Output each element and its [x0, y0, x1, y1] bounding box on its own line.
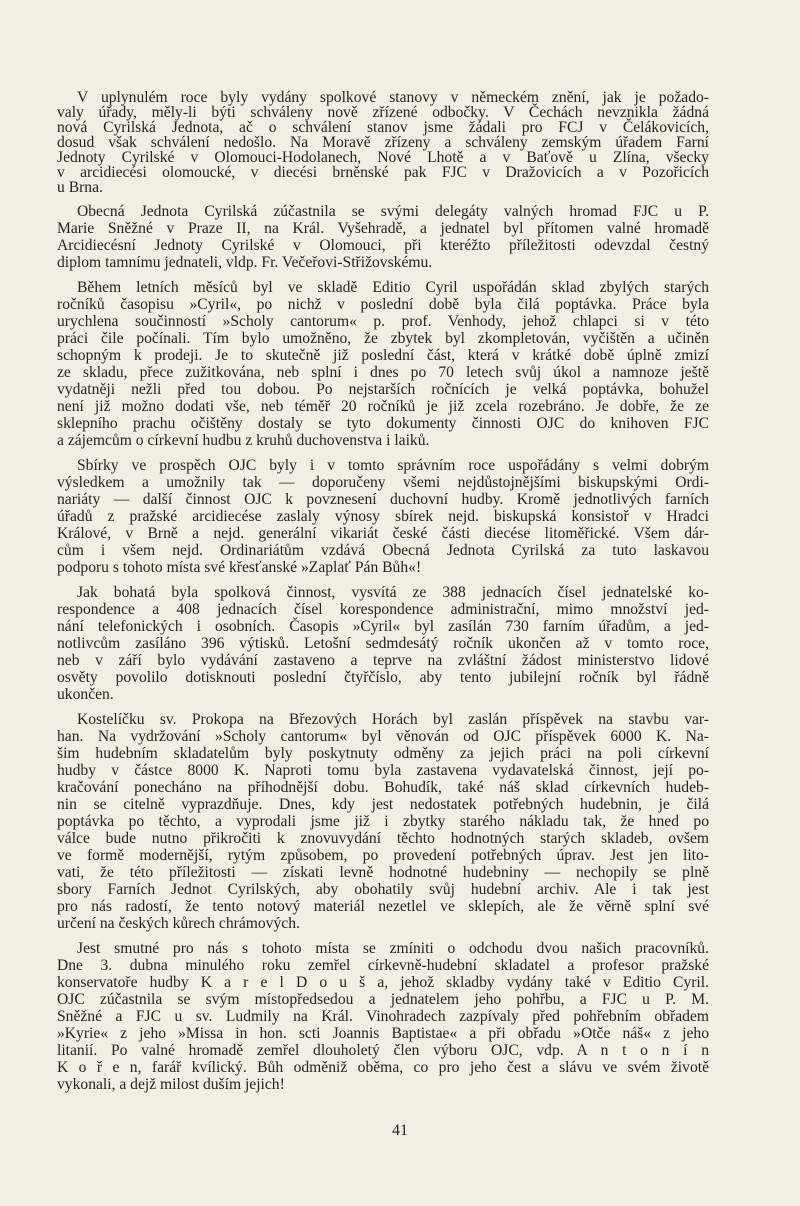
text-line: úřadů z pražské arcidiecése zaslaly výnosy sbírek nejd. biskupská konsistoř v Hradci [57, 508, 709, 525]
text-line: diplom tamnímu jednateli, vldp. Fr. Večeřovi-Střižovskému. [57, 254, 433, 271]
text-line: Jak bohatá byla spolková činnost, vysvítá ze 388 jednacích čísel jednatelské ko- [77, 584, 709, 601]
text-line: ve formě modernější, rytým způsobem, po provedení potřebných úprav. Jest jen lito- [57, 847, 709, 864]
text-line: Obecná Jednota Cyrilská zúčastnila se svými delegáty valných hromad FJC u P. [77, 203, 709, 220]
page-body [57, 90, 709, 1101]
text-line: Dne 3. dubna minulého roku zemřel církevně-hudební skladatel a profesor pražské [57, 957, 709, 974]
text-line: podporu s tohoto místa své křesťanské »Zaplať Pán Bůh«! [57, 559, 422, 576]
text-line: pro nás radostí, že tento notový materiál nezetlel ve sklepích, ale že věrně splní své [57, 898, 709, 915]
text-line: Sbírky ve prospěch OJC byly i v tomto správním roce uspořádány s velmi dobrým [77, 457, 709, 474]
text-line: v arcidiecési olomoucké, v diecési brněnské pak FJC v Dražovicích a v Pozořicích [57, 164, 709, 181]
text-line: osvěty povolilo dotisknouti poslední čtyřčíslo, aby tento jubilejní ročník byl řádně [57, 669, 709, 686]
text-line: válce bude nutno přikročiti k znovuvydání těchto hodnotných starých skladeb, ovšem [57, 830, 709, 847]
text-line: výsledkem a umožnily tak — doporučeny všemi nejdůstojnějšími biskupskými Ordi- [57, 474, 709, 491]
text-line: určení na českých kůrech chrámových. [57, 915, 300, 932]
text-line: nová Cyrilská Jednota, ač o schválení stanov jsme žádali pro FCJ v Čelákovicích, [57, 119, 709, 136]
text-line: OJC zúčastnila se svým místopředsedou a jednatelem jeho pohřbu, a FJC u P. M. [57, 991, 709, 1008]
text-line: Sněžné a FJC u sv. Ludmily na Král. Vinohradech zazpívaly před pohřebním obřadem [57, 1008, 709, 1025]
text-line: dosud však schválení nedošlo. Na Moravě zřízeny a schváleny zemským úřadem Farní [57, 134, 709, 151]
text-line: Během letních měsíců byl ve skladě Editio Cyril uspořádán sklad zbylých starých [77, 279, 709, 296]
text-line: šim hudebním skladatelům byly poskytnuty odměny za jejich práci na poli církevní [57, 745, 709, 762]
text-line: hudby v částce 8000 K. Naproti tomu byla zastavena vydavatelská činnost, její po- [57, 762, 709, 779]
text-line: ukončen. [57, 686, 114, 703]
paragraph [57, 940, 709, 1093]
text-line: cům i všem nejd. Ordinariátům vzdává Obecná Jednota Cyrilská za tuto laskavou [57, 542, 709, 559]
text-line: V uplynulém roce byly vydány spolkové stanovy v německém znění, jak je požado- [77, 89, 709, 106]
text-line: litanií. Po valné hromadě zemřel dlouholetý člen výboru OJC, vdp. A n t o n í n [57, 1042, 709, 1059]
paragraph [57, 711, 709, 932]
text-line: Marie Sněžné v Praze II, na Král. Vyšehradě, a jednatel byl přítomen valné hromadě [57, 220, 709, 237]
text-line: kračování ponecháno na příhodnější dobu. Bohudík, také náš sklad církevních hudeb- [57, 779, 709, 796]
text-line: práci čile počínali. Tím bylo umožněno, že zbytek byl zkompletován, vyčištěn a učiněn [57, 330, 709, 347]
text-line: neb v září bylo vydávání zastaveno a teprve na zvláštní žádost ministerstvo lidové [57, 652, 709, 669]
text-line: notlivcům zasíláno 396 výtisků. Letošní sedmdesátý ročník ukončen až v tomto roce, [57, 635, 709, 652]
text-line: ze skladu, přece zužitkována, neb splní i dnes po 70 letech svůj úkol a namnoze ještě [57, 364, 709, 381]
text-line: konservatoře hudby K a r e l D o u š a, jehož skladby vydány také v Editio Cyril. [57, 974, 709, 991]
text-line: poptávka po těchto, a vyprodali jsme již i zbytky starého nákladu tak, že hned po [57, 813, 709, 830]
text-line: vydatněji nežli před tou dobou. Po nejstarších ročnících je velká poptávka, bohužel [57, 381, 709, 398]
text-line: Králové, v Brně a nejd. generální vikariát české části diecése litoměřické. Všem dár- [57, 525, 709, 542]
text-line: sbory Farních Jednot Cyrilských, aby obohatily svůj hudební archiv. Ale i tak jest [57, 881, 709, 898]
paragraph [57, 457, 709, 576]
text-line: han. Na vydržování »Scholy cantorum« byl věnován od OJC příspěvek 6000 K. Na- [57, 728, 709, 745]
paragraph [57, 279, 709, 449]
page-number: 41 [392, 1122, 408, 1139]
text-line: Jednoty Cyrilské v Olomouci-Hodolanech, Nové Lhotě a v Baťově u Zlína, všecky [57, 149, 709, 166]
text-line: nin se citelně vyprazdňuje. Dnes, kdy jest nedostatek potřebných hudebnin, je čilá [57, 796, 709, 813]
text-line: Kostelíčku sv. Prokopa na Březových Horách byl zaslán příspěvek na stavbu var- [77, 711, 709, 728]
text-line: Arcidiecésní Jednoty Cyrilské v Olomouci, při kteréžto příležitosti odevzdal čestný [57, 237, 709, 254]
text-line: urychlena součinností »Scholy cantorum« p. prof. Venhody, jehož chlapci si v této [57, 313, 709, 330]
text-line: a zájemcům o církevní hudbu z kruhů duchovenstva i laiků. [57, 432, 430, 449]
text-line: K o ř e n, farář kvílický. Bůh odměniž oběma, co pro jeho čest a slávu ve svém životě [57, 1059, 709, 1076]
text-line: vykonali, a dejž milost duším jejich! [57, 1076, 285, 1093]
text-line: respondence a 408 jednacích čísel korespondence administrační, mimo množství jed- [57, 601, 709, 618]
text-line: schopným k prodeji. Je to skutečně již poslední část, která v krátké době úplně zmizí [57, 347, 709, 364]
paragraph [57, 203, 709, 271]
paragraph [57, 90, 709, 195]
text-line: sklepního prachu očištěny dostaly se tyto dokumenty činnosti OJC do knihoven FJC [57, 415, 709, 432]
text-line: nariáty — další činnost OJC k povznesení duchovní hudby. Kromě jednotlivých farních [57, 491, 709, 508]
text-line: ročníků časopisu »Cyril«, po nichž v poslední době byla čilá poptávka. Práce byla [57, 296, 709, 313]
text-line: »Kyrie« z jeho »Missa in hon. scti Joannis Baptistae« a při obřadu »Otče náš« z jeho [57, 1025, 709, 1042]
text-line: vati, že této příležitosti — získati levně hodnotné hudebniny — nechopily se plně [57, 864, 709, 881]
text-line: valy úřady, měly-li býti schváleny nově zřízené odbočky. V Čechách nevznikla žádná [57, 104, 709, 121]
text-line: u Brna. [57, 179, 103, 196]
text-line: není již možno dodati vše, neb téměř 20 ročníků je již zcela rozebráno. Je dobře, že ze [57, 398, 709, 415]
text-line: Jest smutné pro nás s tohoto místa se zmíniti o odchodu dvou našich pracovníků. [77, 940, 709, 957]
paragraph [57, 584, 709, 703]
text-line: nání telefonických i osobních. Časopis »Cyril« byl zasílán 730 farním úřadům, a jed- [57, 618, 709, 635]
